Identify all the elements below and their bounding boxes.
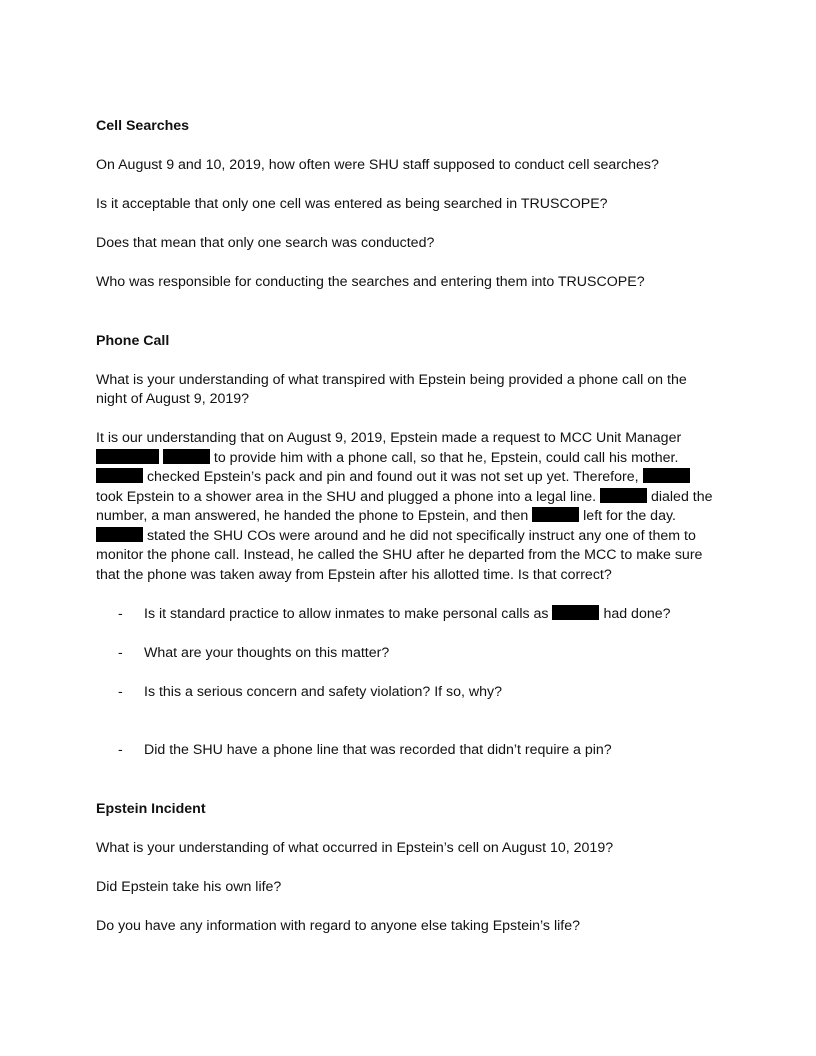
list-spacer [96,624,720,644]
bullet-text: Is it standard practice to allow inmates to make personal calls as [144,605,549,622]
list-spacer [96,663,720,683]
section-heading-phone-call: Phone Call [96,332,170,349]
list-item [96,605,720,625]
redaction-box [96,527,143,542]
bullet-text: Did the SHU have a phone line that was recorded that didn’t require a pin? [144,742,612,758]
document-page [96,117,720,936]
section-heading-epstein-incident: Epstein Incident [96,800,206,817]
section-heading-cell-searches: Cell Searches [96,118,190,134]
question-cell-occurrence: What is your understanding of what occurred in Epstein’s cell on August 10, 2019? [96,839,614,856]
redaction-box [532,507,579,522]
redaction-box [643,468,690,483]
bullet-dash: - [118,644,123,661]
question-one-cell-truscope: Is it acceptable that only one cell was entered as being searched in TRUSCOPE? [96,196,608,212]
narrative-text: left for the day. [583,508,676,524]
list-spacer [96,702,720,741]
redaction-box [552,605,599,620]
narrative-text: checked Epstein’s pack and pin and found out it was not set up yet. Therefore, [146,469,639,485]
phone-call-narrative [96,429,720,585]
redaction-box [96,449,159,464]
question-anyone-else: Do you have any information with regard to anyone else taking Epstein’s life? [96,917,580,934]
question-responsible-searches: Who was responsible for conducting the searches and entering them into TRUSCOPE? [96,274,645,290]
bullet-text: Is this a serious concern and safety violation? If so, why? [144,683,503,700]
bullet-text: What are your thoughts on this matter? [144,644,390,661]
list-item [96,741,720,761]
redaction-box [600,488,647,503]
narrative-text: to provide him with a phone call, so that he, Epstein, could call his mother. [213,449,679,466]
question-one-search: Does that mean that only one search was conducted? [96,235,435,251]
bullet-dash: - [118,742,123,758]
narrative-text: dialed the number, a man answered, he handed the phone to Epstein, and then [96,488,713,524]
bullet-dash: - [118,683,123,700]
bullet-text: had done? [603,605,671,622]
question-own-life: Did Epstein take his own life? [96,878,282,895]
narrative-text: stated the SHU COs were around and he did not specifically instruct any one of them to monitor the phone call. Instead, he called the SHU after he departed from the MCC to make sure that the phone was taken away from Epstein after his allotted time. Is that correct? [96,527,703,583]
redaction-box [96,468,143,483]
redaction-box [163,449,210,464]
bullet-dash: - [118,605,123,622]
narrative-text: It is our understanding that on August 9, 2019, Epstein made a request to MCC Unit Manager [96,430,682,446]
question-cell-search-frequency: On August 9 and 10, 2019, how often were SHU staff supposed to conduct cell searches? [96,157,659,173]
narrative-text: took Epstein to a shower area in the SHU and plugged a phone into a legal line. [96,488,597,505]
follow-up-questions-list [96,605,720,761]
list-item [96,683,720,703]
list-item [96,644,720,664]
question-phone-call-understanding: What is your understanding of what transpired with Epstein being provided a phone call on the night of August 9, 2019? [96,371,687,407]
